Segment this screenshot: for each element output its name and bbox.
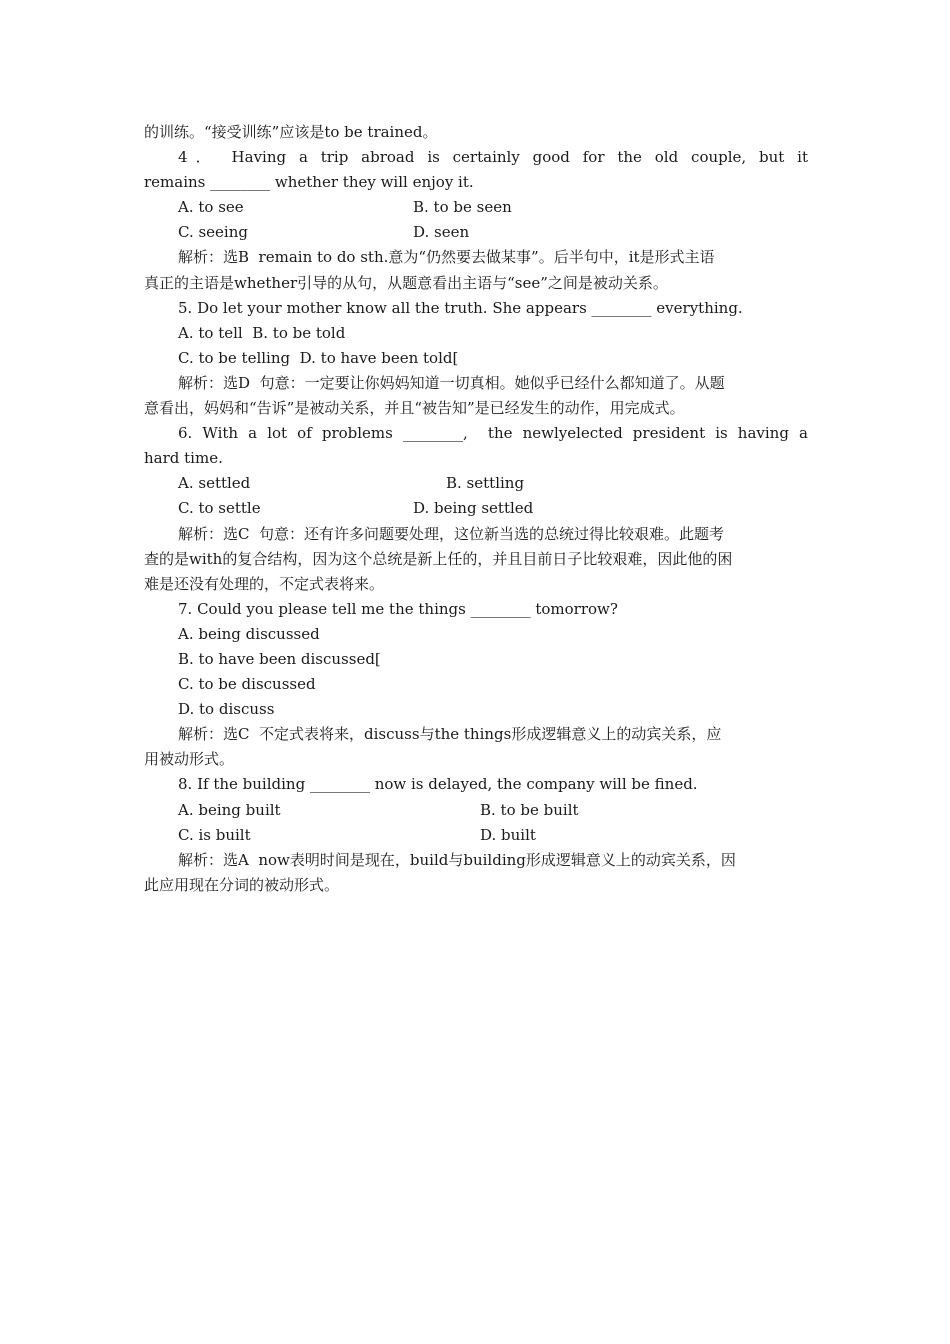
- option-b: B. to have been discussed[: [178, 649, 381, 668]
- option-a: A. being built: [178, 800, 281, 819]
- option-b: B. settling: [446, 474, 525, 493]
- question-7-explanation-cont: 用被动形式。: [144, 750, 235, 769]
- question-8-options-cd: [144, 823, 808, 848]
- explanation-line: 的训练。“接受训练”应该是to be trained。: [144, 123, 438, 141]
- question-7-stem: 7. Could you please tell me the things ________ tomorrow?: [178, 599, 618, 618]
- question-4-explanation: 解析：选B remain to do sth.意为“仍然要去做某事”。后半句中，it是形式主语: [178, 248, 715, 267]
- question-4-stem-cont: remains ________ whether they will enjoy it.: [144, 173, 474, 192]
- option-a: A. to see: [178, 198, 244, 217]
- question-6-explanation: 解析：选C 句意：还有许多问题要处理，这位新当选的总统过得比较艰难。此题考: [178, 524, 725, 543]
- option-a: A. being discussed: [178, 624, 320, 643]
- option-d: D. to discuss: [178, 700, 275, 719]
- question-6-explanation-cont: 查的是with的复合结构，因为这个总统是新上任的，并且目前日子比较艰难，因此他的困: [144, 549, 733, 568]
- option-d: D. built: [480, 825, 536, 844]
- question-8-stem: 8. If the building ________ now is delayed, the company will be fined.: [178, 775, 698, 794]
- question-5-explanation: 解析：选D 句意：一定要让你妈妈知道一切真相。她似乎已经什么都知道了。从题: [178, 373, 725, 392]
- option-d: D. seen: [413, 223, 470, 242]
- question-6-stem: 6. With a lot of problems ________, the newlyelected president is having a: [178, 424, 808, 443]
- question-4-explanation-cont: 真正的主语是whether引导的从句，从题意看出主语与“see”之间是被动关系。: [144, 273, 668, 292]
- question-6-stem-cont: hard time.: [144, 449, 223, 468]
- question-5-explanation-cont: 意看出，妈妈和“告诉”是被动关系，并且“被告知”是已经发生的动作，用完成式。: [144, 399, 685, 418]
- question-6-options-ab: [144, 471, 808, 496]
- question-4-stem: 4． Having a trip abroad is certainly good for the old couple, but it: [178, 148, 808, 167]
- option-c: C. to settle: [178, 499, 261, 518]
- option-d: D. being settled: [413, 499, 534, 518]
- option-c: C. seeing: [178, 223, 248, 242]
- question-5-options-cd: C. to be telling D. to have been told[: [178, 348, 459, 367]
- question-4-options-ab: [144, 195, 808, 220]
- question-6-options-cd: [144, 496, 808, 521]
- question-7-explanation: 解析：选C 不定式表将来，discuss与the things形成逻辑意义上的动宾关系，应: [178, 725, 722, 744]
- option-a: A. settled: [178, 474, 251, 493]
- question-8-explanation-cont: 此应用现在分词的被动形式。: [144, 875, 340, 894]
- question-6-explanation-cont2: 难是还没有处理的，不定式表将来。: [144, 574, 385, 593]
- option-b: B. to be built: [480, 800, 579, 819]
- question-5-stem: 5. Do let your mother know all the truth. She appears ________ everything.: [178, 298, 743, 317]
- question-8-explanation: 解析：选A now表明时间是现在，build与building形成逻辑意义上的动宾关系，因: [178, 850, 736, 869]
- option-c: C. to be discussed: [178, 675, 316, 694]
- question-5-options-ab: A. to tell B. to be told: [178, 323, 346, 342]
- option-b: B. to be seen: [413, 198, 512, 217]
- question-4-options-cd: [144, 220, 808, 245]
- document-page: [144, 120, 808, 898]
- question-8-options-ab: [144, 798, 808, 823]
- option-c: C. is built: [178, 825, 251, 844]
